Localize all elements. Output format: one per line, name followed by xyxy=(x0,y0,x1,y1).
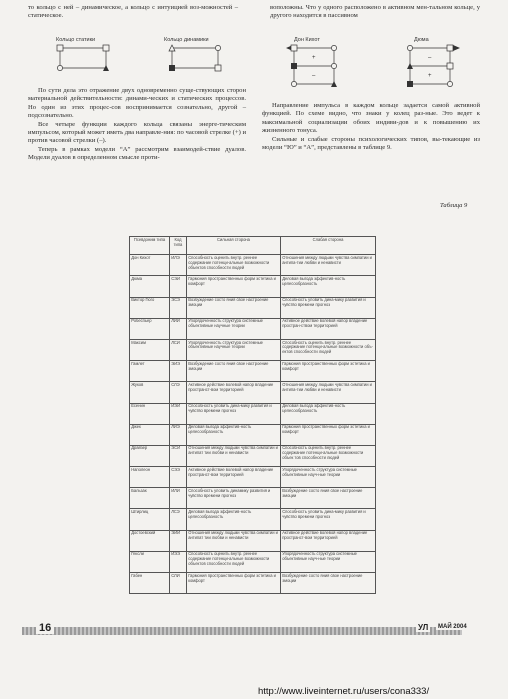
cell-alias: Дюма xyxy=(130,276,170,297)
cell-weak: Возбуждение состо яния свое настроение эмоции xyxy=(281,488,376,509)
cell-strong: Отношения между людьми чувства симпатии и антипат тии любви и ненависти xyxy=(187,445,281,466)
dynamic-ring-diagram xyxy=(168,44,228,74)
table-row xyxy=(130,424,376,445)
cell-alias: Габен xyxy=(130,573,170,594)
cell-alias: Джек xyxy=(130,424,170,445)
cell-alias: Штирлиц xyxy=(130,509,170,530)
table-row xyxy=(130,276,376,297)
cell-code: ЭСИ xyxy=(170,445,187,466)
left-paragraph-2: Все четыре функции каждого кольца связаны энерге-тическим импульсом, который может иметь два направле-ния: по часовой стрелке (+) и против часовой стрелки (–). xyxy=(28,120,246,145)
psychotypes-table xyxy=(129,236,376,594)
cell-code: ИЭИ xyxy=(170,403,187,424)
footer-band xyxy=(22,627,462,635)
cell-weak: Возбуждение состо яния свое настроение эмоции xyxy=(281,573,376,594)
static-ring-diagram xyxy=(56,44,116,74)
cell-weak: Отношения между людьми чувства симпатии и антипа-тии любви и ненависти xyxy=(281,255,376,276)
svg-text:–: – xyxy=(428,55,432,61)
cell-alias: Гамлет xyxy=(130,361,170,382)
cell-strong: Деловая выгода эффектив-ность целесообразность xyxy=(187,424,281,445)
cell-code: ИЭЭ xyxy=(170,551,187,572)
header-weak: Слабая сторона xyxy=(281,237,376,255)
cell-weak: Способность оценить внутр. реннее содержание потенци-альные возможности объек тов способности людей xyxy=(281,445,376,466)
cell-alias: Максим xyxy=(130,339,170,360)
cell-alias: Робеспьер xyxy=(130,318,170,339)
svg-text:–: – xyxy=(312,73,316,79)
cell-strong: Способность оценить внутр. реннее содержание потенци-альные возможности объектов способности людей xyxy=(187,255,281,276)
cell-code: СЛЭ xyxy=(170,382,187,403)
right-paragraph-0: воположны. Что у одного расположено в активном мен-тальном кольце, у другого находится в пассивном xyxy=(270,4,480,20)
cell-code: ЛСЭ xyxy=(170,509,187,530)
cell-code: ЭСЭ xyxy=(170,297,187,318)
cell-code: ИЛЭ xyxy=(170,255,187,276)
cell-strong: Активное действие волевой напор владение пространст-вом территорией xyxy=(187,467,281,488)
table-header-row xyxy=(130,237,376,255)
table-caption: Таблица 9 xyxy=(440,202,468,209)
table-row xyxy=(130,318,376,339)
table-row xyxy=(130,573,376,594)
cell-strong: Гармония пространственных форм эстетика и комфорт xyxy=(187,276,281,297)
don-quixote-label: Дон Кихот xyxy=(294,37,320,43)
cell-strong: Упорядоченность структура системные объективные научные теории xyxy=(187,318,281,339)
dumas-diagram xyxy=(404,44,464,90)
cell-weak: Отношения между людьми чувства симпатии и антипа-тии любви и ненависти xyxy=(281,382,376,403)
cell-alias: Наполеон xyxy=(130,467,170,488)
cell-weak: Деловая выгода эффектив-ность целесообразность xyxy=(281,276,376,297)
cell-weak: Деловая выгода эффектив-ность целесообразность xyxy=(281,403,376,424)
right-paragraph-2: Сильные и слабые стороны психологических типов, вы-текающие из модели “Ю” и “А”, представлены в таблице 9. xyxy=(262,135,480,152)
cell-code: СЛИ xyxy=(170,573,187,594)
issue-date: МАЙ 2004 xyxy=(438,624,467,630)
table-row xyxy=(130,551,376,572)
cell-alias: Виктор Гюго xyxy=(130,297,170,318)
svg-text:+: + xyxy=(428,73,432,79)
cell-strong: Возбуждение состо яния свое настроение эмоции xyxy=(187,361,281,382)
cell-code: ЛИИ xyxy=(170,318,187,339)
table-row xyxy=(130,467,376,488)
cell-strong: Отношения между людьми чувства симпатии и антипат тии любви и ненависти xyxy=(187,530,281,551)
cell-code: ЭИЭ xyxy=(170,361,187,382)
don-quixote-diagram xyxy=(286,44,346,90)
cell-strong: Способность уловить дина-мику развития и чувство времени прогноз xyxy=(187,403,281,424)
header-strong: Сильная сторона xyxy=(187,237,281,255)
table-row xyxy=(130,361,376,382)
cell-strong: Упорядоченность структура системные объективные научные теории xyxy=(187,339,281,360)
cell-strong: Способность оценить внутр. реннее содержание потенци-альные возможности объектов способности людей xyxy=(187,551,281,572)
cell-weak: Способность уловить дина-мику развития и чувство времени прогноз xyxy=(281,297,376,318)
dynamic-ring-label: Кольцо динамики xyxy=(164,37,209,43)
cell-weak: Способность оценить внутр. реннее содержание потенци-альные возможности объ-ектов способности людей xyxy=(281,339,376,360)
left-paragraph-0: то кольцо с ней – динамическое, а кольцо с интуицией воз-можностей – статическое. xyxy=(28,4,238,20)
cell-alias: Драйзер xyxy=(130,445,170,466)
right-column-top xyxy=(270,4,480,21)
cell-code: СЭЭ xyxy=(170,467,187,488)
cell-alias: Бальзак xyxy=(130,488,170,509)
svg-text:+: + xyxy=(312,55,316,61)
cell-alias: Дон Кихот xyxy=(130,255,170,276)
static-ring-label: Кольцо статики xyxy=(56,37,96,43)
dumas-label: Дюма xyxy=(414,37,429,43)
cell-code: ЛСИ xyxy=(170,339,187,360)
cell-weak: Упорядоченность структура системные объективные науч-ные теории xyxy=(281,551,376,572)
header-code: Код типа xyxy=(170,237,187,255)
magazine-logo: УЛ xyxy=(418,623,429,632)
cell-code: ИЛИ xyxy=(170,488,187,509)
header-alias: Псевдоним типа xyxy=(130,237,170,255)
cell-code: ЭИИ xyxy=(170,530,187,551)
table-row xyxy=(130,445,376,466)
cell-strong: Деловая выгода эффектив-ность целесообразность xyxy=(187,509,281,530)
cell-code: ЛИЭ xyxy=(170,424,187,445)
table-row xyxy=(130,339,376,360)
cell-code: СЭИ xyxy=(170,276,187,297)
table-row xyxy=(130,403,376,424)
cell-weak: Активное действие волевой напор владение простран-ством территорией xyxy=(281,318,376,339)
cell-alias: Жуков xyxy=(130,382,170,403)
table-row xyxy=(130,255,376,276)
right-column-body xyxy=(262,102,480,152)
table-row xyxy=(130,382,376,403)
table-row xyxy=(130,509,376,530)
cell-weak: Гармония пространственных форм эстетика и комфорт xyxy=(281,361,376,382)
cell-strong: Возбуждение состо яния свое настроение эмоции xyxy=(187,297,281,318)
right-paragraph-1: Направление импульса в каждом кольце задается самой активной функцией. По схеме видно, что знаки у колец раз-ные. Это ведет к максимальной социализации обоих индиви-дов и к повышению их жизненного тонуса. xyxy=(262,102,480,135)
cell-strong: Способность уловить динамику развития и чувство времени прогноз xyxy=(187,488,281,509)
table-row xyxy=(130,488,376,509)
page-number: 16 xyxy=(36,622,54,634)
left-paragraph-1: По сути дела это отражение двух одновременно суще-ствующих сторон материальной действительности: динами-ческих и статических процессов. Но один из этих процес-сов воспринимается сознательно, другой – подсознательно. xyxy=(28,87,246,120)
cell-weak: Активное действие волевой напор владение пространст-вом территорией xyxy=(281,530,376,551)
cell-alias: Достоевский xyxy=(130,530,170,551)
left-column-body xyxy=(28,87,246,163)
watermark-url: http://www.liveinternet.ru/users/cona333/ xyxy=(258,686,430,697)
left-column-top xyxy=(28,4,238,21)
cell-strong: Гармония пространственных форм эстетика и комфорт xyxy=(187,573,281,594)
cell-alias: Гексли xyxy=(130,551,170,572)
cell-weak: Способность уловить дина-мику развития и чувство времени прогноз xyxy=(281,509,376,530)
left-paragraph-3: Теперь в рамках модели “А” рассмотрим взаимодей-ствие дуалов. Модели дуалов в определенном смысле проти- xyxy=(28,145,246,162)
table-row xyxy=(130,297,376,318)
table-row xyxy=(130,530,376,551)
cell-weak: Гармония пространственных форм эстетика и комфорт xyxy=(281,424,376,445)
cell-weak: Упорядоченность структура системные объективные науч-ные теории xyxy=(281,467,376,488)
cell-alias: Есенин xyxy=(130,403,170,424)
cell-strong: Активное действие волевой напор владение пространст-вом территорией xyxy=(187,382,281,403)
